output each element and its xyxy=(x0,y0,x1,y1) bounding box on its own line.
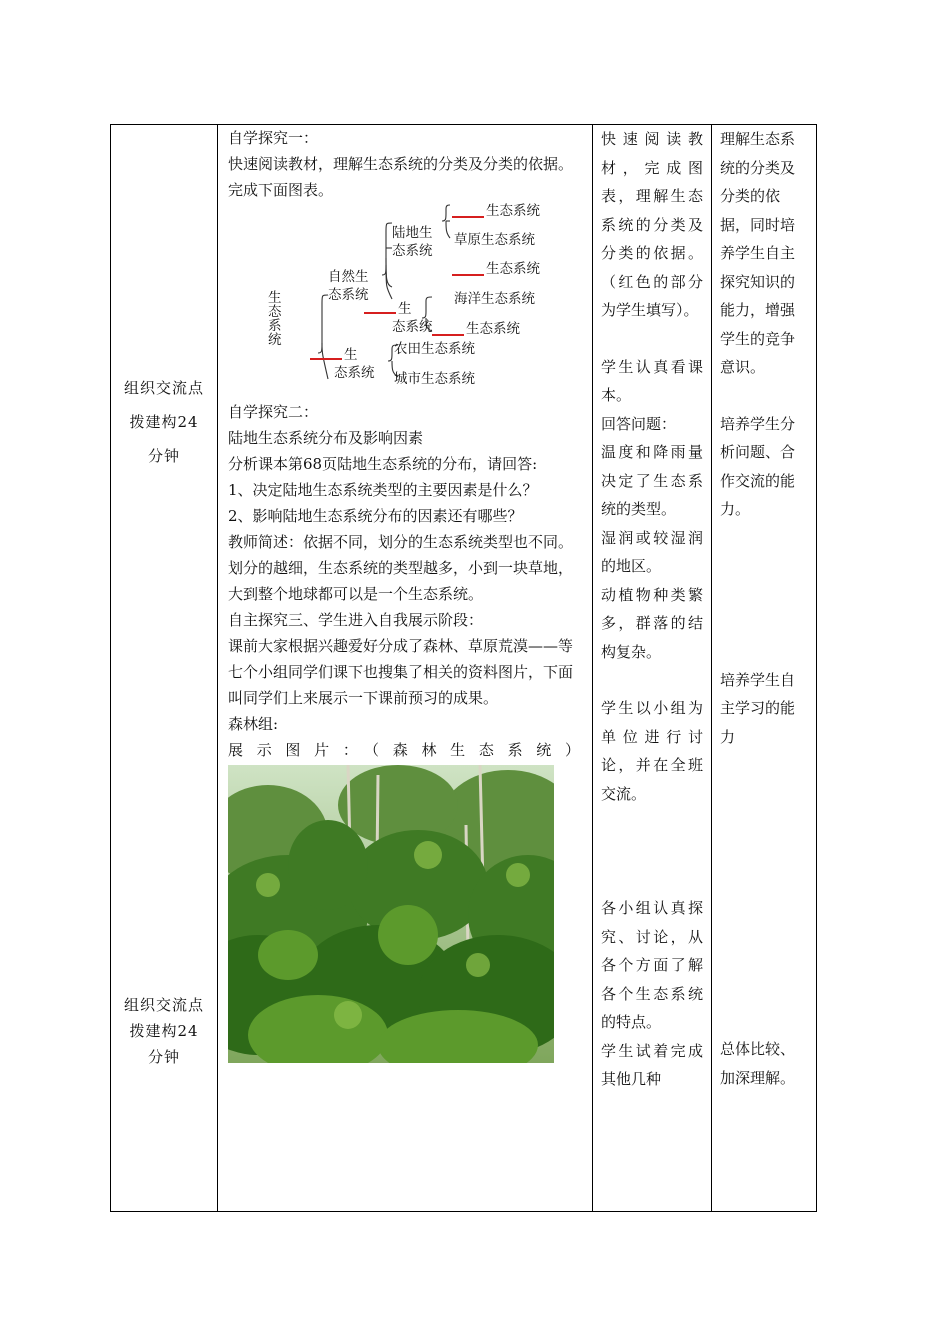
instruction-text: 分析课本第68页陆地生态系统的分布，请回答: xyxy=(228,455,538,473)
lesson-table xyxy=(110,124,817,1212)
diagram-natural-line1: 自然生 xyxy=(328,269,369,285)
diagram-artificial-item-2: 城市生态系统 xyxy=(394,371,475,387)
diagram-land-line2: 态系统 xyxy=(392,243,433,259)
group-label: 森林组: xyxy=(228,715,279,733)
stage-label-b: 组织交流点 拨建构24 分钟 xyxy=(123,996,204,1066)
section-heading: 自学探究一： xyxy=(228,129,319,147)
section-heading: 自主探究三、学生进入自我展示阶段： xyxy=(228,611,484,629)
diagram-land-item-1: 生态系统 xyxy=(486,203,540,219)
diagram-water-line2: 态系统 xyxy=(392,319,433,335)
stage-column xyxy=(111,125,218,1212)
diagram-water-item-1: 海洋生态系统 xyxy=(454,291,535,307)
diagram-land-item-3: 生态系统 xyxy=(486,261,540,277)
diagram-natural-line2: 态系统 xyxy=(328,287,369,303)
stage-label-a: 组织交流点 拨建构24 分钟 xyxy=(123,379,204,465)
diagram-water-item-2: 生态系统 xyxy=(466,321,520,337)
question-1: 1、决定陆地生态系统类型的主要因素是什么？ xyxy=(228,481,538,499)
student-activity-text: 快速阅读教材，完成图表，理解生态系统的分类及分类的依据。（红色的部分为学生填写）。 学生认真看课本。 回答问题： 温度和降雨量决定了生态系统的类型。 湿润或较湿润的地区。 动植物种类繁多，群落的结构复杂。 学生以小组为单位进行讨论，并在全班交流。 各小组认真探究、讨论，从各个方面了解各个生态系统的特点。 学生试着完成其他几种 xyxy=(601,130,703,1088)
diagram-artificial-line1: 生 xyxy=(344,347,358,363)
image-caption: 展示图片：（森林生态系统） xyxy=(228,741,586,759)
instruction-text: 快速阅读教材，理解生态系统的分类及分类的依据。完成下面图表。 xyxy=(228,155,574,199)
teaching-content-column xyxy=(218,125,593,1212)
question-2: 2、影响陆地生态系统分布的因素还有哪些？ xyxy=(228,507,523,525)
design-intent-text: 理解生态系统的分类及分类的依据，同时培养学生自主探究知识的能力，增强学生的竞争意识。 培养学生分析问题、合作交流的能力。 培养学生自主学习的能力 总体比较、加深理解。 xyxy=(720,130,796,1087)
diagram-artificial-item-1: 农田生态系统 xyxy=(394,341,475,357)
diagram-water-line1: 生 xyxy=(398,301,412,317)
diagram-land-item-2: 草原生态系统 xyxy=(454,232,535,248)
design-intent-column xyxy=(712,125,817,1212)
section-heading: 自学探究二： xyxy=(228,403,319,421)
section-subheading: 陆地生态系统分布及影响因素 xyxy=(228,429,424,447)
instruction-text: 课前大家根据兴趣爱好分成了森林、草原荒漠——等七个小组同学们课下也搜集了相关的资料图片，下面叫同学们上来展示一下课前预习的成果。 xyxy=(228,637,574,707)
diagram-land-line1: 陆地生 xyxy=(392,225,433,241)
diagram-root: 生态系统 xyxy=(268,290,282,348)
ecosystem-classification-diagram xyxy=(258,203,548,399)
diagram-artificial-line2: 态系统 xyxy=(334,365,375,381)
teacher-summary: 教师简述：依据不同，划分的生态系统类型也不同。划分的越细，生态系统的类型越多，小到一块草地，大到整个地球都可以是一个生态系统。 xyxy=(228,533,574,603)
forest-ecosystem-image xyxy=(228,765,554,1063)
student-activity-column xyxy=(593,125,712,1212)
